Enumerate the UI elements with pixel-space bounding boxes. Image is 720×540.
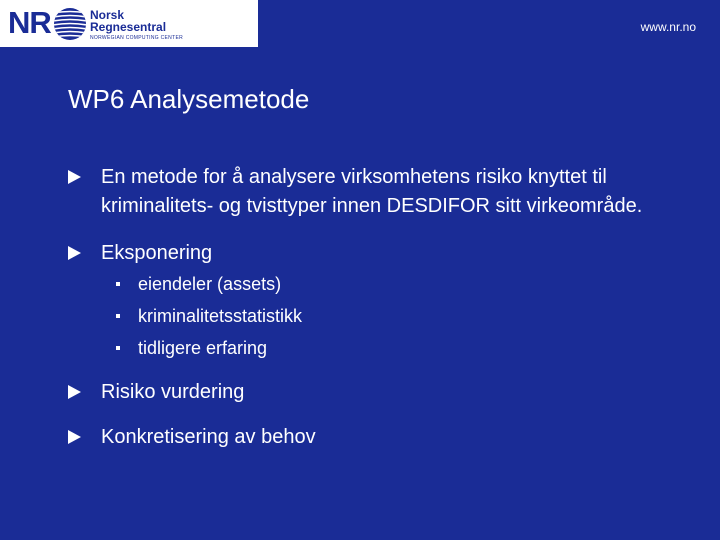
sub-bullet-item — [68, 268, 688, 300]
right-triangle-icon — [68, 385, 81, 399]
right-triangle-icon — [68, 430, 81, 444]
sub-bullet-text: tidligere erfaring — [138, 338, 268, 358]
square-bullet-icon — [116, 346, 120, 350]
bullet-item-risiko — [68, 378, 688, 407]
bullet-list — [68, 163, 688, 452]
right-triangle-icon — [68, 246, 81, 260]
sub-bullet-list — [68, 268, 688, 364]
bullet-text: En metode for å analysere virksomhetens risiko knyttet til kriminalitets- og tvisttyper innen DESDIFOR sitt virkeområde. — [101, 166, 643, 217]
striped-globe-icon — [53, 7, 87, 41]
bullet-text: Eksponering — [101, 242, 213, 264]
bullet-item-metode — [68, 163, 688, 221]
bullet-text: Konkretisering av behov — [101, 426, 316, 448]
right-triangle-icon — [68, 170, 81, 184]
logo-name-line2: Regnesentral — [90, 20, 167, 34]
square-bullet-icon — [116, 314, 120, 318]
square-bullet-icon — [116, 282, 120, 286]
sub-bullet-text: eiendeler (assets) — [138, 274, 282, 294]
website-url[interactable]: www.nr.no — [640, 20, 696, 34]
sub-bullet-item — [68, 332, 688, 364]
logo-name-line1: Norsk — [90, 8, 125, 22]
logo-mark: NR — [8, 5, 51, 40]
sub-bullet-text: kriminalitetsstatistikk — [138, 306, 303, 326]
logo-subtitle: NORWEGIAN COMPUTING CENTER — [90, 35, 183, 41]
bullet-text: Risiko vurdering — [101, 381, 245, 403]
slide-title: WP6 Analysemetode — [68, 84, 310, 114]
nr-logo — [0, 0, 258, 47]
bullet-item-konkretisering — [68, 423, 688, 452]
bullet-item-eksponering — [68, 239, 688, 268]
sub-bullet-item — [68, 300, 688, 332]
